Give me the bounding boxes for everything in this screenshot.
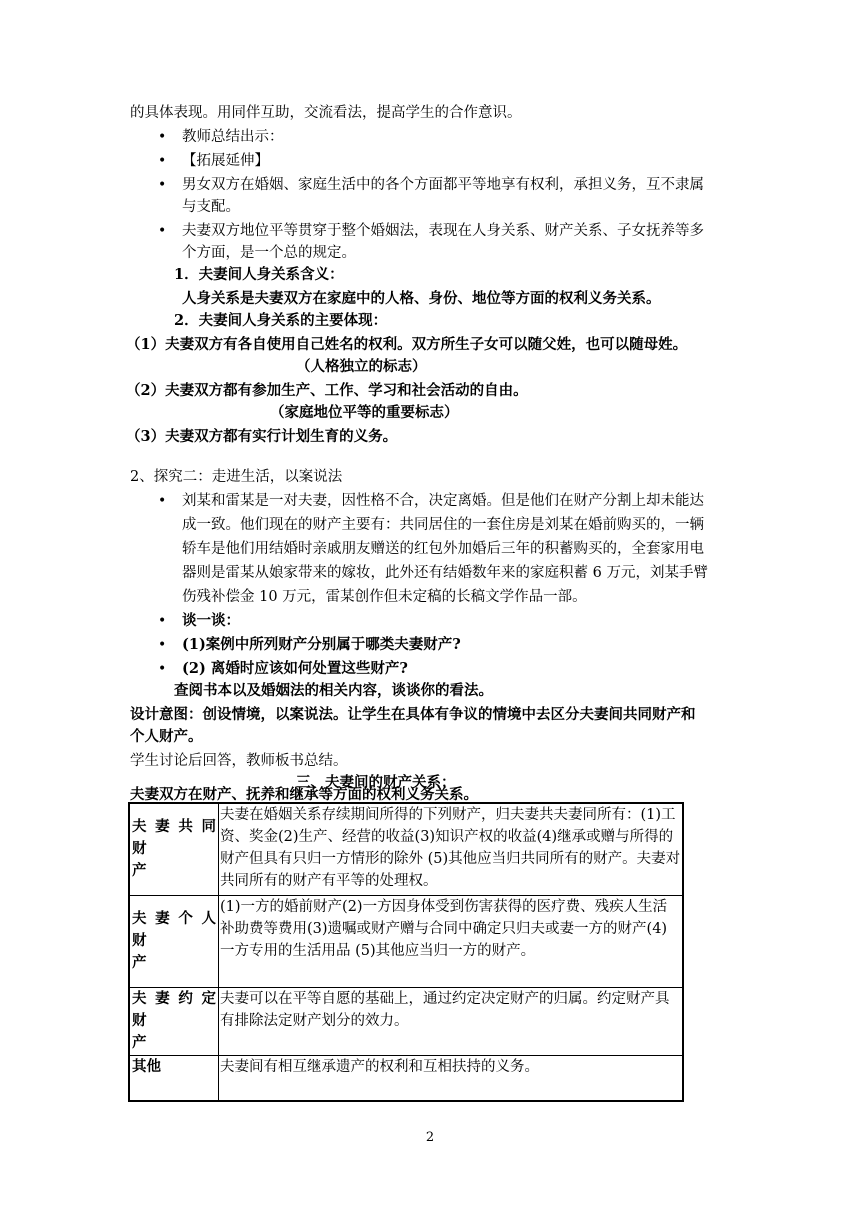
row-label: 其他 [129,1055,219,1101]
case-line-1: 刘某和雷某是一对夫妻，因性格不合，决定离婚。但是他们在财产分割上却未能达 [182,493,704,509]
bullet-icon: • [158,493,167,509]
point-1-note: （人格独立的标志） [296,358,427,375]
bullet-icon: • [158,177,167,193]
property-table [128,802,684,1102]
discussion-line: 学生讨论后回答，教师板书总结。 [130,753,348,769]
design-intent-line-1: 设计意图：创设情境，以案说法。让学生在具体有争议的情境中去区分夫妻间共同财产和 [130,706,696,723]
equality-para-line-1: 男女双方在婚姻、家庭生活中的各个方面都平等地享有权利，承担义务，互不隶属 [182,177,704,193]
row-label: 夫 妻 共 同 财 产 [129,803,219,895]
case-line-5: 伤残补偿金 10 万元，雷某创作但未定稿的长稿文学作品一部。 [182,589,587,605]
point-1: （1）夫妻双方有各自使用自己姓名的权利。双方所生子女可以随父姓，也可以随母姓。 [126,336,688,353]
personal-relation-heading: 1．夫妻间人身关系含义： [174,266,344,283]
case-line-3: 轿车是他们用结婚时亲戚朋友赠送的红包外加婚后三年的积蓄购买的，全套家用电 [182,541,704,557]
case-line-2: 成一致。他们现在的财产主要有：共同居住的一套住房是刘某在婚前购买的，一辆 [182,517,704,533]
bullet-icon: • [158,129,167,145]
row-label: 夫 妻 个 人 财 产 [129,895,219,987]
extension-heading: 【拓展延伸】 [182,153,269,169]
page-number: 2 [425,1130,435,1145]
personal-relation-definition: 人身关系是夫妻双方在家庭中的人格、身份、地位等方面的权利义务关系。 [182,290,661,307]
case-line-4: 器则是雷某从娘家带来的嫁妆，此外还有结婚数年来的家庭积蓄 6 万元，刘某手臂 [182,565,708,581]
point-2: （2）夫妻双方都有参加生产、工作、学习和社会活动的自由。 [126,382,528,399]
equality-para-line-2: 与支配。 [182,199,240,215]
table-row [129,803,683,895]
table-row [129,895,683,987]
question-1: (1)案例中所列财产分别属于哪类夫妻财产? [182,636,461,653]
table-row [129,1055,683,1101]
row-content: 夫妻在婚姻关系存续期间所得的下列财产，归夫妻共夫妻同所有：(1)工资、奖金(2)生产、经营的收益(3)知识产权的收益(4)继承或赠与所得的财产但具有只归一方情形的除外 (5)其他应当归共同所有的财产。夫妻对共同所有的财产有平等的处理权。 [219,803,684,895]
marriage-law-para-line-2: 个方面，是一个总的规定。 [182,245,356,261]
bullet-icon: • [158,223,167,239]
marriage-law-para-line-1: 夫妻双方地位平等贯穿于整个婚姻法，表现在人身关系、财产关系、子女抚养等多 [182,223,704,239]
section-3-subtitle: 夫妻双方在财产、抚养和继承等方面的权利义务关系。 [130,786,478,803]
row-content: 夫妻可以在平等自愿的基础上，通过约定决定财产的归属。约定财产具有排除法定财产划分的效力。 [219,987,684,1055]
look-up-instruction: 查阅书本以及婚姻法的相关内容，谈谈你的看法。 [174,682,493,699]
bullet-icon: • [158,637,167,653]
section-2-heading: 2、探究二：走进生活，以案说法 [130,469,343,485]
bullet-icon: • [158,661,167,677]
question-2: (2) 离婚时应该如何处置这些财产? [182,660,408,677]
talk-heading: 谈一谈： [182,612,240,629]
point-2-note: （家庭地位平等的重要标志） [270,404,459,421]
section-3-heading: 三、夫妻间的财产关系： [296,774,456,791]
design-intent-line-2: 个人财产。 [130,728,203,745]
row-content: (1)一方的婚前财产(2)一方因身体受到伤害获得的医疗费、残疾人生活补助费等费用(3)遗嘱或财产赠与合同中确定只归夫或妻一方的财产(4)一方专用的生活用品 (5)其他应当归一方的财产。 [219,895,684,987]
bullet-icon: • [158,153,167,169]
teacher-summary-line: 教师总结出示： [182,129,284,145]
intro-line: 的具体表现。用同伴互助，交流看法，提高学生的合作意识。 [130,105,522,121]
table-row [129,987,683,1055]
bullet-icon: • [158,613,167,629]
row-label: 夫 妻 约 定 财 产 [129,987,219,1055]
point-3: （3）夫妻双方都有实行计划生育的义务。 [126,428,398,445]
row-content: 夫妻间有相互继承遗产的权利和互相扶持的义务。 [219,1055,684,1101]
personal-relation-forms-heading: 2．夫妻间人身关系的主要体现： [174,312,388,329]
